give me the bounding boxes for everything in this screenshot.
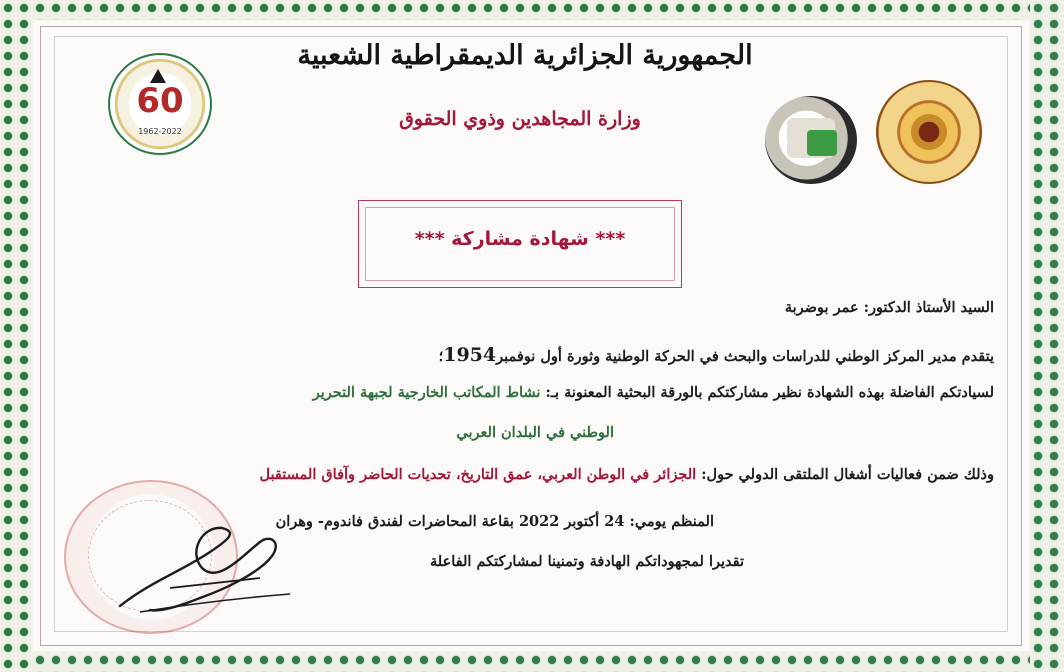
paper-line [313,384,994,401]
presenter-end: ؛ [438,348,444,365]
presenter-line [439,344,994,366]
conference-line [260,466,994,483]
ministry-heading: وزارة المجاهدين وذوي الحقوق [399,108,641,130]
presenter-year: 1954 [443,344,497,366]
certificate-title: *** شهادة مشاركة *** [414,228,626,250]
decorative-border-left [0,0,32,672]
conference-topic: الجزائر في الوطن العربي، عمق التاريخ، تحديات الحاضر وآفاق المستقبل [259,466,697,483]
paper-title-part1: نشاط المكاتب الخارجية لجبهة التحرير [312,384,541,401]
gold-seal-emblem [876,80,982,184]
closing-line: تقديرا لمجهوداتكم الهادفة وتمنينا لمشاركتكم الفاعلة [430,553,744,570]
national-center-emblem [765,96,857,184]
conference-intro: وذلك ضمن فعاليات أشغال الملتقى الدولي حول: [696,466,994,483]
date-venue-line: المنظم يومي: 24 أكتوبر 2022 بقاعة المحاضرات لفندق فاندوم- وهران [275,513,714,530]
signature [110,512,300,620]
decorative-border-top [0,0,1064,20]
recipient-line: السيد الأستاذ الدكتور: عمر بوضربة [784,299,994,316]
paper-title-part2: الوطني في البلدان العربي [456,424,614,441]
presenter-text: يتقدم مدير المركز الوطني للدراسات والبحث في الحركة الوطنية وثورة أول نوفمبر [496,348,994,365]
decorative-border-bottom [0,652,1064,672]
paper-intro-text: لسيادتكم الفاضلة بهذه الشهادة نظير مشاركتكم بالورقة البحثية المعنونة بـ: [540,384,994,401]
republic-heading: الجمهورية الجزائرية الديمقراطية الشعبية [297,40,753,71]
logo-years: 1962-2022 [138,127,182,136]
anniversary-60-logo [108,53,212,155]
logo-number: 60 [136,81,184,121]
decorative-border-right [1030,0,1064,672]
